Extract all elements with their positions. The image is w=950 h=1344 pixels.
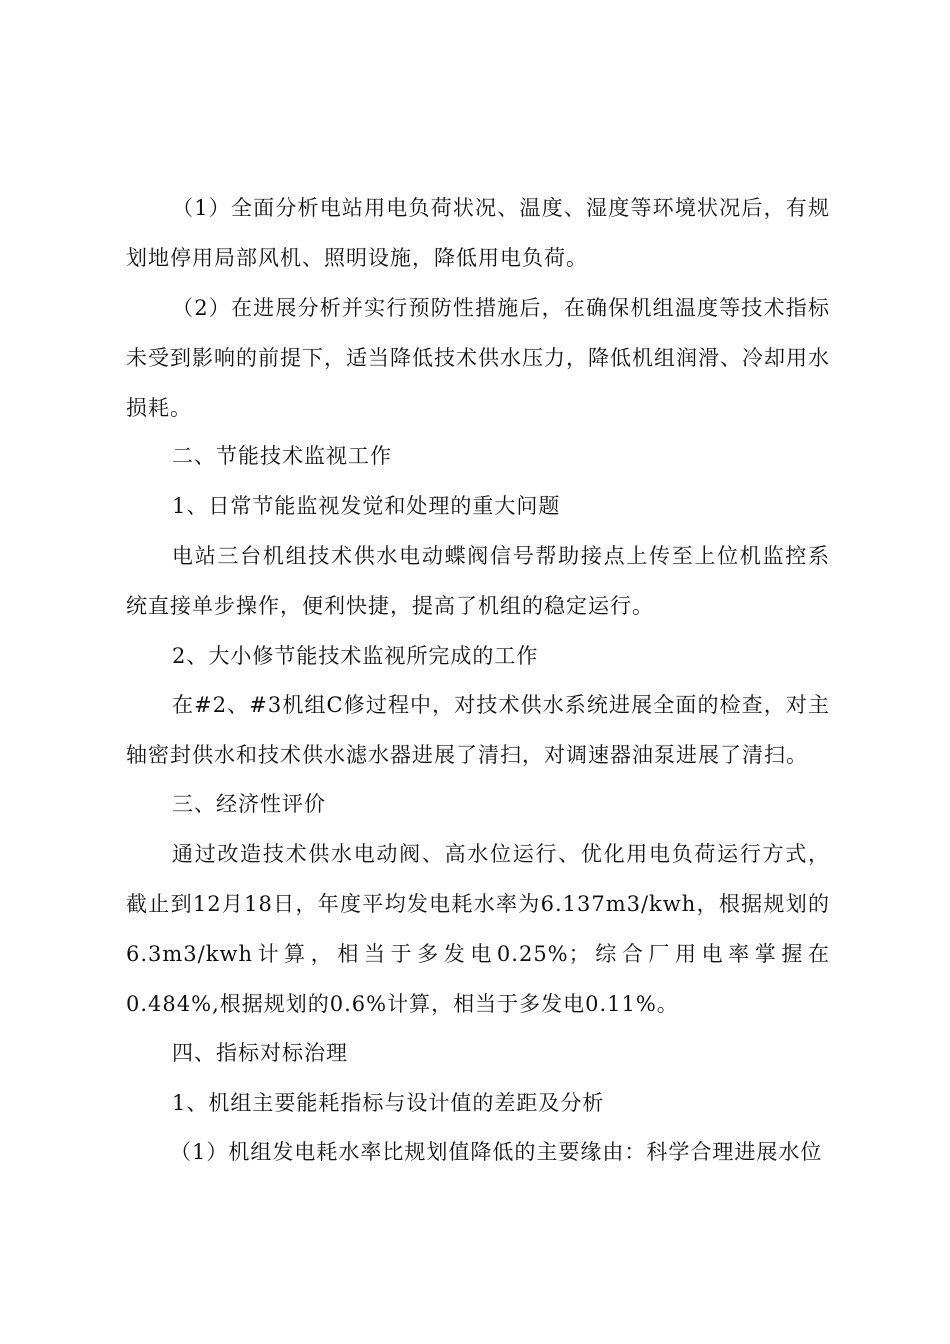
section-heading-4: 四、指标对标治理 [172,1041,348,1065]
section-heading-2: 二、节能技术监视工作 [172,444,392,468]
subheading-repair-monitoring: 2、大小修节能技术监视所完成的工作 [172,644,539,668]
subheading-energy-indicators: 1、机组主要能耗指标与设计值的差距及分析 [172,1091,605,1115]
paragraph-valve-signal: 电站三台机组技术供水电动蝶阀信号帮助接点上传至上位机监控系统直接单步操作，便利快捷，提高了机组的稳定运行。 [126,544,830,618]
paragraph-economic-evaluation: 通过改造技术供水电动阀、高水位运行、优化用电负荷运行方式，截止到12月18日，年度平均发电耗水率为6.137m3/kwh，根据规划的6.3m3/kwh计算，相当于多发电0.25%；综合厂用电率掌握在0.484%,根据规划的0.6%计算，相当于多发电0.11%。 [126,842,830,1016]
paragraph-c-repair: 在#2、#3机组C修过程中，对技术供水系统进展全面的检查，对主轴密封供水和技术供水滤水器进展了清扫，对调速器油泵进展了清扫。 [126,693,830,767]
paragraph-water-rate-reason: （1）机组发电耗水率比规划值降低的主要缘由：科学合理进展水位 [170,1140,823,1164]
section-heading-3: 三、经济性评价 [172,792,326,816]
paragraph-water-pressure: （2）在进展分析并实行预防性措施后，在确保机组温度等技术指标未受到影响的前提下，适当降低技术供水压力，降低机组润滑、冷却用水损耗。 [126,296,830,420]
subheading-daily-monitoring: 1、日常节能监视发觉和处理的重大问题 [172,494,561,518]
paragraph-energy-load: （1）全面分析电站用电负荷状况、温度、湿度等环境状况后，有规划地停用局部风机、照明设施，降低用电负荷。 [126,196,830,270]
